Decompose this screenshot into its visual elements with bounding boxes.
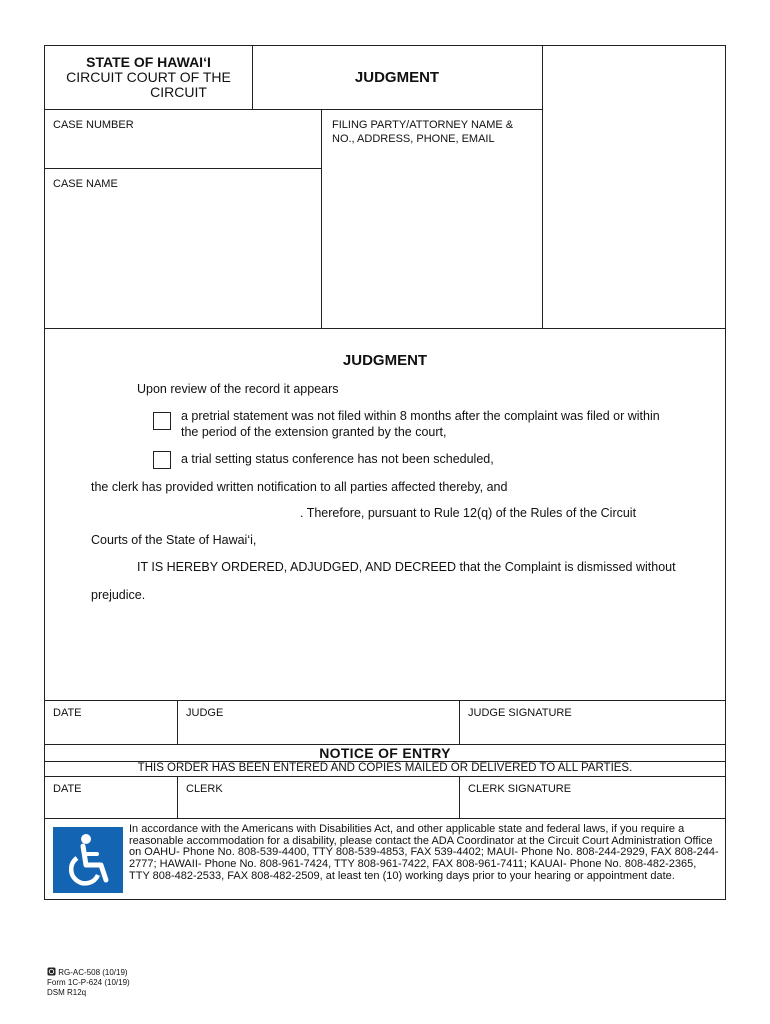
clerk-row-bottom-line [44, 818, 726, 819]
judgment-intro: Upon review of the record it appears [137, 382, 339, 396]
case-number-label: CASE NUMBER [53, 119, 134, 131]
therefore-line: . Therefore, pursuant to Rule 12(q) of the Rules of the Circuit [300, 506, 637, 520]
judge-name-field[interactable] [178, 720, 458, 743]
filing-party-label-1: FILING PARTY/ATTORNEY NAME & [332, 119, 514, 131]
judge-signature-label: JUDGE SIGNATURE [468, 707, 572, 719]
option1-line1: a pretrial statement was not filed within 8 months after the complaint was filed or within [181, 409, 660, 423]
judgment-date-field[interactable] [45, 720, 176, 743]
pretrial-statement-checkbox[interactable] [153, 412, 171, 430]
top-section-bottom-line [44, 328, 726, 329]
filing-party-field[interactable] [322, 148, 541, 326]
judgment-date-label: DATE [53, 707, 82, 719]
footer-code-1: RG-AC-508 (10/19) [58, 968, 128, 977]
notice-of-entry-subtitle: THIS ORDER HAS BEEN ENTERED AND COPIES MAILED OR DELIVERED TO ALL PARTIES. [137, 762, 633, 774]
option2-text: a trial setting status conference has not been scheduled, [181, 452, 494, 466]
wheelchair-accessibility-icon [53, 827, 123, 893]
courts-line: Courts of the State of Hawai‘i, [91, 533, 257, 547]
clerk-row-top-line [44, 776, 726, 777]
court-header [45, 46, 252, 109]
option1-line2: the period of the extension granted by the court, [181, 425, 447, 439]
notice-date-label: DATE [53, 783, 82, 795]
clerk-label: CLERK [186, 783, 223, 795]
header-divider-2 [542, 45, 543, 328]
prejudice-line: prejudice. [91, 588, 146, 602]
case-name-label: CASE NAME [53, 178, 118, 190]
case-number-bottom-line [44, 168, 321, 169]
court-line-2: CIRCUIT [150, 84, 207, 100]
judge-signature-field[interactable] [460, 720, 725, 743]
footer-code-1-row [47, 967, 130, 978]
clerk-name-field[interactable] [178, 796, 458, 817]
state-name: STATE OF HAWAI‘I [86, 54, 211, 70]
recycle-icon [47, 967, 56, 976]
case-number-field[interactable] [45, 134, 320, 167]
form-title: JUDGMENT [354, 69, 440, 86]
notice-of-entry-title: NOTICE OF ENTRY [319, 745, 451, 761]
header-bottom-line [44, 109, 542, 110]
form-footer [47, 967, 130, 998]
clerk-signature-label: CLERK SIGNATURE [468, 783, 572, 795]
court-line-1: CIRCUIT COURT OF THE [66, 69, 231, 85]
signature-row-top-line [44, 700, 726, 701]
judge-label: JUDGE [186, 707, 224, 719]
clerk-signature-field[interactable] [460, 796, 725, 817]
footer-code-2: Form 1C-P-624 (10/19) [47, 978, 130, 987]
filing-party-label-2: NO., ADDRESS, PHONE, EMAIL [332, 133, 495, 145]
notice-date-field[interactable] [45, 796, 176, 817]
judgment-title: JUDGMENT [342, 352, 428, 369]
status-conference-checkbox[interactable] [153, 451, 171, 469]
ordered-line: IT IS HEREBY ORDERED, ADJUDGED, AND DECREED that the Complaint is dismissed without [137, 560, 676, 574]
ada-notice-text: In accordance with the Americans with Disabilities Act, and other applicable state and federal laws, if you require a reasonable accommodation for a disability, please contact the ADA Coordinator at the Circuit Court Administration Office on OAHU- Phone No. 808-539-4400, TTY 808-539-4853, FAX 539-4402; MAUI- Phone No. 808-244-2929, FAX 808-244-2777; HAWAII- Phone No. 808-961-7424, TTY 808-961-7422, FAX 808-961-7411; KAUAI- Phone No. 808-482-2365, TTY 808-482-2533, FAX 808-482-2509, at least ten (10) working days prior to your hearing or appointment date. [129, 823, 719, 882]
clerk-notification-line: the clerk has provided written notification to all parties affected thereby, and [91, 480, 508, 494]
case-name-field[interactable] [45, 193, 320, 326]
footer-code-3: DSM R12q [47, 988, 87, 997]
